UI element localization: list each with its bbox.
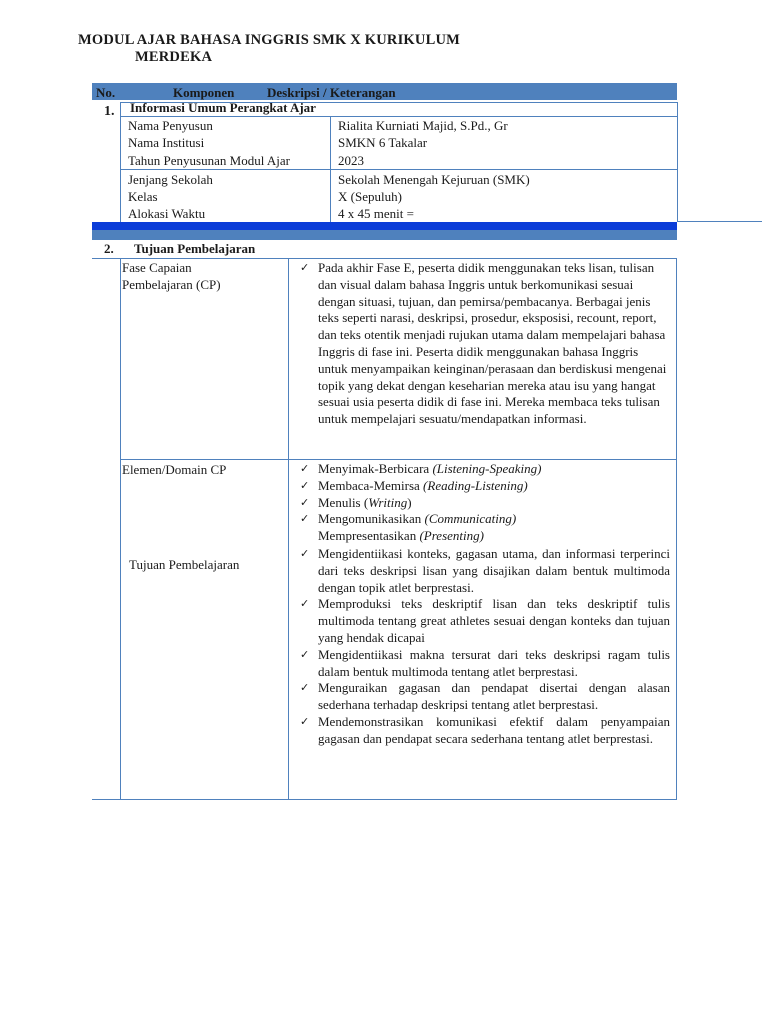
- list-item: ✓ Mengidentiikasi makna tersurat dari teks deskripsi ragam tulis dalam bentuk multimoda tentang atlet berprestasi.: [300, 646, 670, 679]
- list-item: Mempresentasikan (Presenting): [318, 528, 484, 544]
- section-2-title: Tujuan Pembelajaran: [134, 241, 256, 256]
- label-tahun-penyusunan: Tahun Penyusunan Modul Ajar: [128, 153, 290, 168]
- section-2-number: 2.: [104, 241, 114, 256]
- checkmark-icon: ✓: [300, 597, 310, 611]
- list-item: ✓ Mengidentiikasi konteks, gagasan utama, dan informasi terperinci dari teks deskripsi lisan yang disajikan dalam bentuk multimoda dengan topik atlet berprestasi.: [300, 546, 670, 595]
- checkmark-icon: ✓: [300, 714, 310, 728]
- stray-line: [677, 221, 762, 222]
- label-alokasi-waktu: Alokasi Waktu: [128, 206, 206, 221]
- checkmark-icon: ✓: [300, 547, 310, 560]
- document-title: [78, 32, 678, 66]
- checkmark-icon: ✓: [300, 478, 310, 492]
- label-tujuan-pembelajaran: Tujuan Pembelajaran: [129, 557, 240, 572]
- cp-description-list: [298, 260, 670, 428]
- section-2-right-border: [676, 258, 677, 800]
- list-item: ✓ Menguraikan gagasan dan pendapat disertai dengan alasan sederhana terhadap deskripsi tentang atlet berprestasi.: [300, 680, 670, 713]
- label-fase-capaian-line2: Pembelajaran (CP): [122, 277, 221, 292]
- header-deskripsi: Deskripsi / Keterangan: [267, 85, 396, 100]
- list-item: ✓ Mendemonstrasikan komunikasi efektif dalam penyampaian gagasan dan pendapat secara sederhana tentang atlet berprestasi.: [300, 713, 670, 746]
- section-1-group-divider: [120, 169, 677, 170]
- value-tahun-penyusunan: 2023: [338, 153, 364, 168]
- label-fase-capaian-line1: Fase Capaian: [122, 260, 192, 275]
- table-header-row: [92, 83, 677, 100]
- list-item: ✓ Memproduksi teks deskriptif lisan dan teks deskriptif tulis multimoda tentang great athletes sesuai dengan konteks dan tujuan yang hendak dicapai: [300, 596, 670, 645]
- cp-description: Pada akhir Fase E, peserta didik menggunakan teks lisan, tulisan dan visual dalam bahasa Inggris untuk berkomunikasi sesuai dengan situasi, tujuan, dan pemirsa/pembacanya. Berbagai jenis teks seperti narasi, deskripsi, prosedur, eksposisi, recount, report, dan teks otentik menjadi rujukan utama dalam mempelajari bahasa Inggris di fase ini. Peserta didik menggunakan bahasa Inggris untuk menyampaikan keinginan/perasaan dan berdiskusi mengenai topik yang dekat dengan keseharian mereka atau isu yang hangat sesuai usia peserta didik di fase ini. Mereka membaca teks tulisan untuk mempelajari sesuatu/mendapatkan informasi.: [318, 260, 667, 427]
- table-bottom-border: [92, 799, 677, 800]
- header-no: No.: [96, 85, 116, 100]
- list-item: ✓ Menulis (Writing): [300, 494, 412, 510]
- label-jenjang-sekolah: Jenjang Sekolah: [128, 172, 213, 187]
- section-2-left-divider: [120, 258, 121, 800]
- checkmark-icon: ✓: [300, 647, 310, 661]
- list-item: ✓ Mengomunikasikan (Communicating): [300, 511, 517, 527]
- header-komponen: Komponen: [173, 85, 235, 100]
- value-alokasi-waktu: 4 x 45 menit =: [338, 206, 414, 221]
- label-nama-institusi: Nama Institusi: [128, 135, 205, 150]
- checkmark-icon: ✓: [300, 495, 310, 509]
- elemen-list: [298, 461, 670, 545]
- value-kelas: X (Sepuluh): [338, 189, 402, 204]
- checkmark-icon: ✓: [300, 512, 310, 526]
- section-2-row-divider: [120, 459, 677, 460]
- separator-band-light: [92, 230, 677, 240]
- value-jenjang-sekolah: Sekolah Menengah Kejuruan (SMK): [338, 172, 530, 187]
- section-1-number: 1.: [104, 104, 115, 119]
- label-fase-capaian: [122, 259, 221, 293]
- label-kelas: Kelas: [128, 189, 158, 204]
- section-2-middle-divider: [288, 258, 289, 800]
- checkmark-icon: ✓: [300, 261, 310, 274]
- label-nama-penyusun: Nama Penyusun: [128, 118, 213, 133]
- list-item: [298, 260, 670, 428]
- title-line-1: MODUL AJAR BAHASA INGGRIS SMK X KURIKULUM: [78, 32, 461, 48]
- checkmark-icon: ✓: [300, 462, 310, 475]
- section-1-title: Informasi Umum Perangkat Ajar: [130, 100, 316, 115]
- tujuan-list: [298, 546, 670, 748]
- separator-band-dark: [92, 222, 677, 230]
- list-item: ✓ Membaca-Memirsa (Reading-Listening): [300, 477, 528, 493]
- list-item: ✓ Menyimak-Berbicara (Listening-Speaking): [300, 461, 542, 476]
- label-elemen-domain: Elemen/Domain CP: [122, 462, 227, 477]
- value-nama-institusi: SMKN 6 Takalar: [338, 135, 428, 150]
- value-nama-penyusun: Rialita Kurniati Majid, S.Pd., Gr: [338, 118, 508, 133]
- title-line-2: MERDEKA: [135, 49, 213, 65]
- checkmark-icon: ✓: [300, 681, 310, 695]
